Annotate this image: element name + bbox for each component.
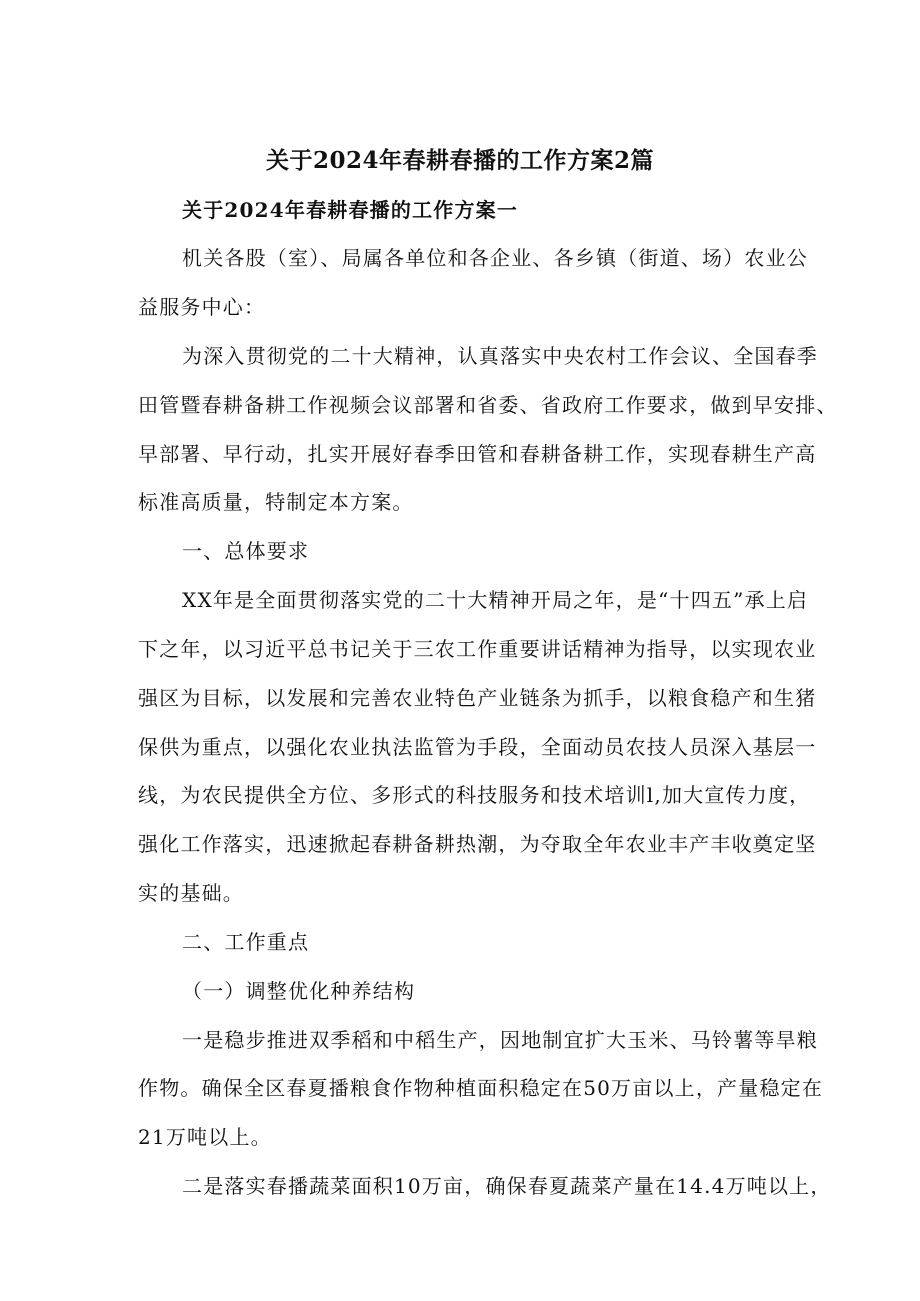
document-subtitle: 关于2024年春耕春播的工作方案一 xyxy=(182,198,519,222)
intro-line: 田管暨春耕备耕工作视频会议部署和省委、省政府工作要求，做到早安排、 xyxy=(138,393,838,417)
section1-line: XX年是全面贯彻落实党的二十大精神开局之年，是“十四五”承上启 xyxy=(182,588,809,612)
intro-line: 为深入贯彻党的二十大精神，认真落实中央农村工作会议、全国春季 xyxy=(182,344,818,368)
section-heading: 一、总体要求 xyxy=(182,539,310,563)
subsection-heading: （一）调整优化种养结构 xyxy=(182,979,416,1003)
section1-line: 下之年，以习近平总书记关于三农工作重要讲话精神为指导，以实现农业 xyxy=(138,637,817,661)
paragraph-line: 作物。确保全区春夏播粮食作物种植面积稳定在50万亩以上，产量稳定在 xyxy=(138,1076,824,1100)
addressee-line: 益服务中心： xyxy=(138,295,266,319)
addressee-line: 机关各股（室）、局属各单位和各企业、各乡镇（街道、场）农业公 xyxy=(182,246,808,270)
section1-line: 实的基础。 xyxy=(138,881,244,905)
section1-line: 强区为目标，以发展和完善农业特色产业链条为抓手，以粮食稳产和生猪 xyxy=(138,686,817,710)
intro-line: 标准高质量，特制定本方案。 xyxy=(138,490,414,514)
paragraph-line: 21万吨以上。 xyxy=(138,1125,272,1149)
paragraph-line: 二是落实春播蔬菜面积10万亩，确保春夏蔬菜产量在14.4万吨以上， xyxy=(182,1174,832,1198)
paragraph-line: 一是稳步推进双季稻和中稻生产，因地制宜扩大玉米、马铃薯等旱粮 xyxy=(182,1028,818,1052)
section1-line: 强化工作落实，迅速掀起春耕备耕热潮，为夺取全年农业丰产丰收奠定坚 xyxy=(138,832,817,856)
document-title: 关于2024年春耕春播的工作方案2篇 xyxy=(265,147,655,174)
section-heading: 二、工作重点 xyxy=(182,930,310,954)
section1-line: 线，为农民提供全方位、多形式的科技服务和技术培训l,加大宣传力度， xyxy=(138,783,811,807)
section1-line: 保供为重点，以强化农业执法监管为手段，全面动员农技人员深入基层一 xyxy=(138,735,817,759)
intro-line: 早部署、早行动，扎实开展好春季田管和春耕备耕工作，实现春耕生产高 xyxy=(138,442,817,466)
